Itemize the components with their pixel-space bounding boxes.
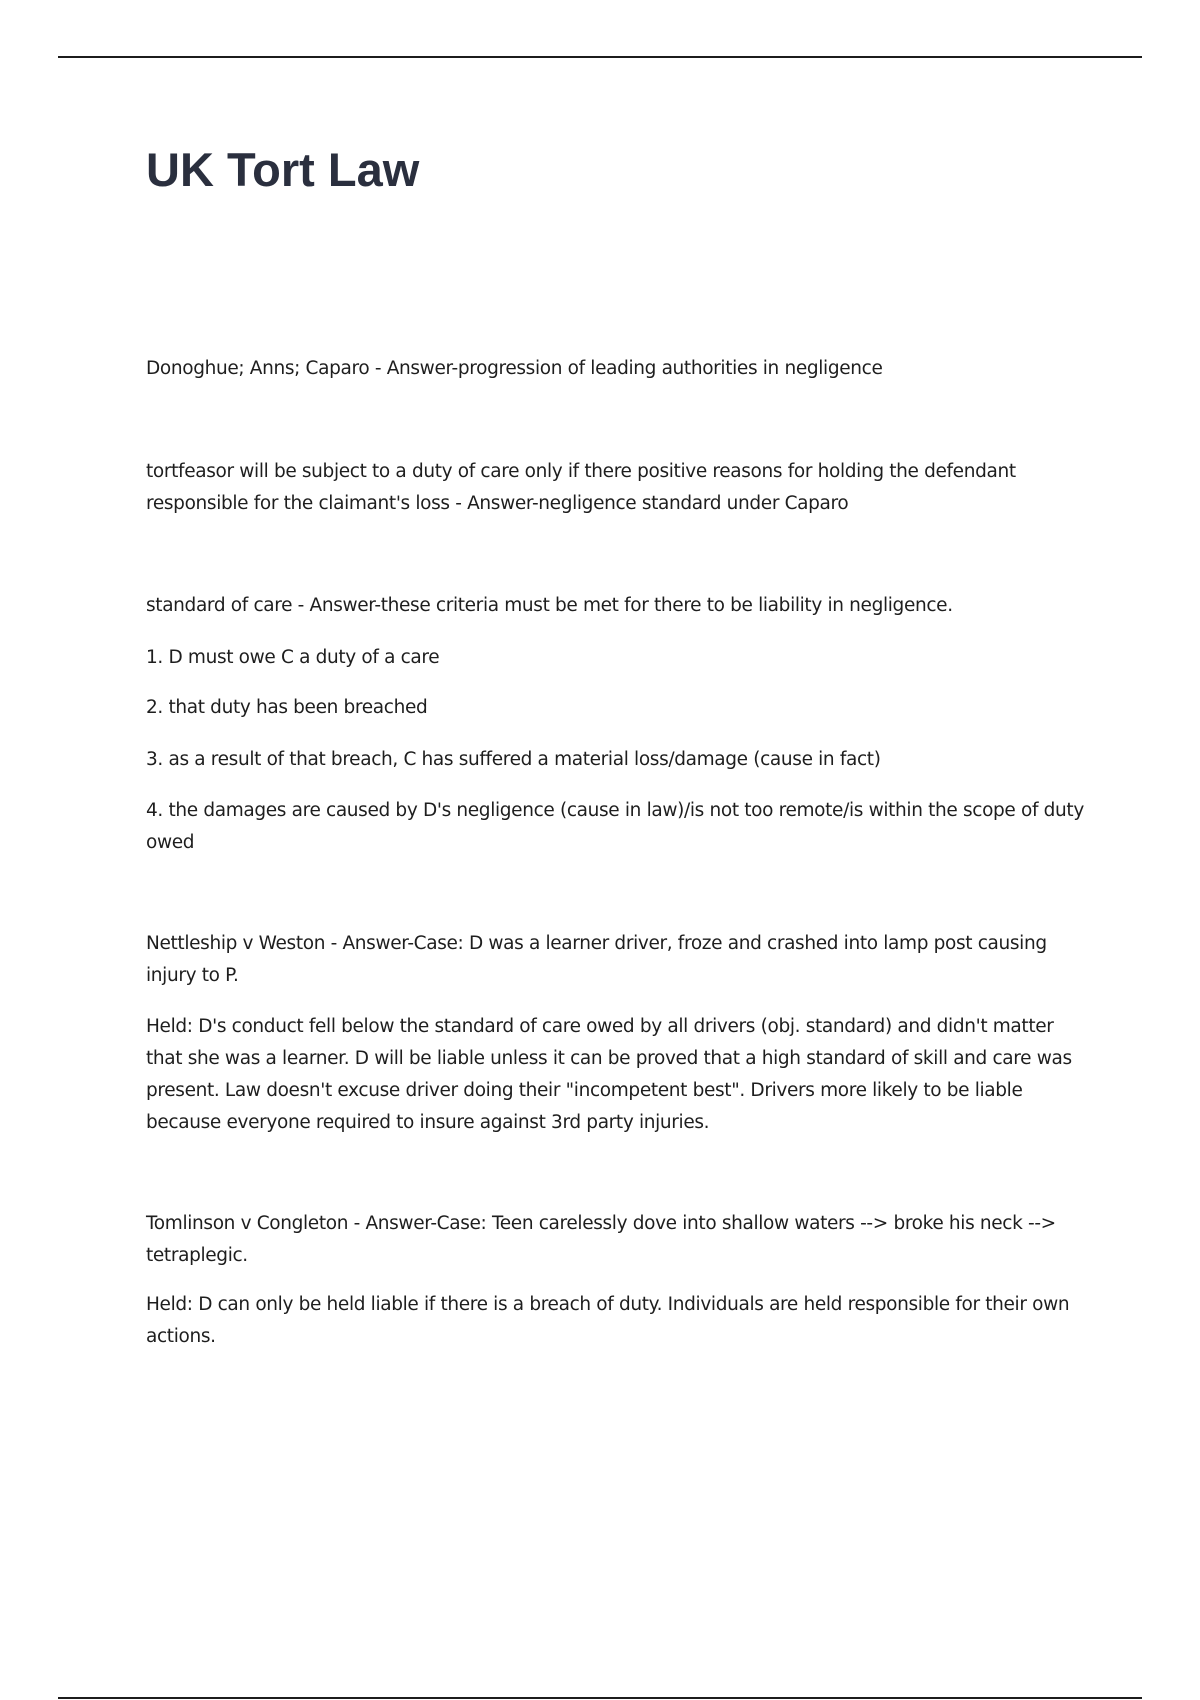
entry-2-separator: - Answer- bbox=[449, 493, 539, 514]
entry-5-answer: Case: Teen carelessly dove into shallow waters --> broke his neck --> tetraplegic. bbox=[146, 1213, 1056, 1266]
entry-1-answer: progression of leading authorities in negligence bbox=[457, 358, 883, 379]
entry-3 bbox=[146, 590, 1091, 622]
top-rule bbox=[58, 56, 1142, 58]
entry-4 bbox=[146, 928, 1091, 992]
entry-1-term: Donoghue; Anns; Caparo bbox=[146, 358, 370, 379]
entry-2 bbox=[146, 456, 1091, 520]
entry-1-separator: - Answer- bbox=[369, 358, 458, 379]
entry-3-separator: - Answer- bbox=[292, 595, 381, 616]
entry-3-term: standard of care bbox=[146, 595, 293, 616]
entry-3-answer: these criteria must be met for there to be liability in negligence. bbox=[380, 595, 953, 616]
criteria-item-1: 1. D must owe C a duty of a care bbox=[146, 647, 440, 668]
entry-4-held: Held: D's conduct fell below the standard of care owed by all drivers (obj. standard) and didn't matter that she was a learner. D will be liable unless it can be proved that a high standard of skill and care was present. Law doesn't excuse driver doing their "incompetent best". Drivers more likely to be liable because everyone required to insure against 3rd party injuries. bbox=[146, 1016, 1072, 1133]
criteria-item-4: 4. the damages are caused by D's negligence (cause in law)/is not too remote/is within the scope of duty owed bbox=[146, 800, 1084, 853]
entry-4-term: Nettleship v Weston bbox=[146, 933, 326, 954]
entry-4-separator: - Answer- bbox=[325, 933, 414, 954]
entry-5-separator: - Answer- bbox=[348, 1213, 437, 1234]
entry-2-answer: negligence standard under Caparo bbox=[538, 493, 849, 514]
criteria-item-3: 3. as a result of that breach, C has suffered a material loss/damage (cause in fact) bbox=[146, 749, 881, 770]
document-title: UK Tort Law bbox=[146, 143, 420, 196]
entry-5 bbox=[146, 1208, 1091, 1272]
entry-2-term: tortfeasor will be subject to a duty of care only if there positive reasons for holding the defendant responsible for the claimant's loss bbox=[146, 461, 1016, 514]
bottom-rule bbox=[58, 1697, 1142, 1699]
criteria-item-2: 2. that duty has been breached bbox=[146, 697, 428, 718]
entry-4-answer: Case: D was a learner driver, froze and crashed into lamp post causing injury to P. bbox=[146, 933, 1047, 986]
entry-5-term: Tomlinson v Congleton bbox=[146, 1213, 349, 1234]
entry-1 bbox=[146, 353, 1091, 385]
entry-5-held: Held: D can only be held liable if there is a breach of duty. Individuals are held responsible for their own actions. bbox=[146, 1294, 1070, 1347]
